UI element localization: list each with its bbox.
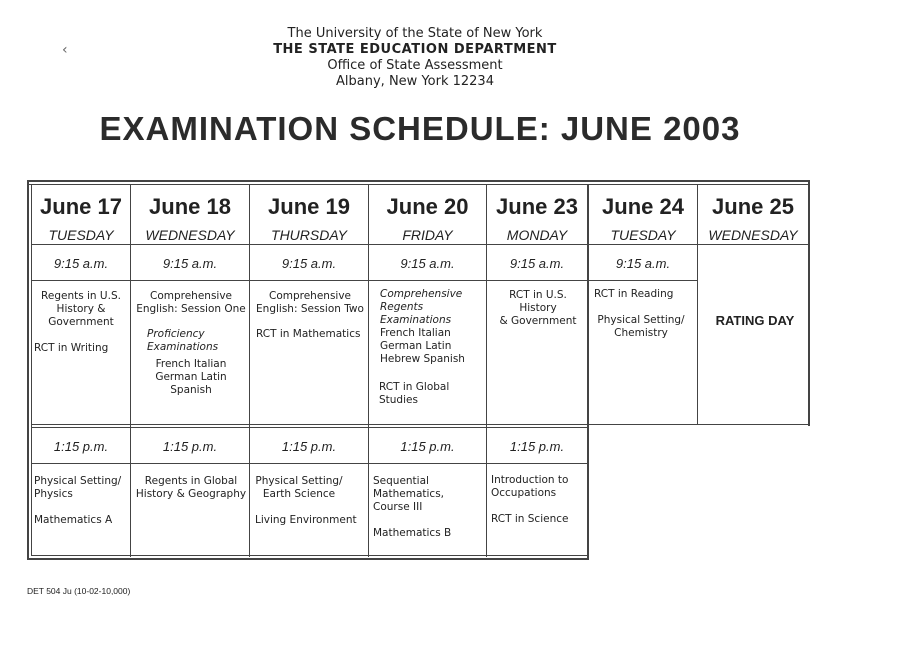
day-of-week: FRIDAY bbox=[402, 227, 453, 243]
exam-entry: Mathematics A bbox=[34, 514, 113, 526]
day-date: June 25 bbox=[712, 194, 794, 219]
language-list: French Italian German Latin Spanish bbox=[155, 358, 227, 396]
time-label: 9:15 a.m. bbox=[162, 256, 218, 271]
exam-entry: Comprehensive Regents Examinations bbox=[380, 288, 463, 326]
exam-entry: Living Environment bbox=[255, 514, 357, 526]
day-header-june-23 bbox=[487, 184, 587, 244]
time-label: 9:15 a.m. bbox=[509, 256, 565, 271]
time-label: 1:15 p.m. bbox=[509, 439, 565, 454]
day-date: June 18 bbox=[149, 194, 231, 219]
day-of-week: TUESDAY bbox=[610, 227, 676, 243]
day-date: June 24 bbox=[602, 194, 684, 219]
day-header-june-24 bbox=[589, 184, 697, 244]
language-list: French Italian German Latin Hebrew Spanish bbox=[380, 327, 465, 365]
exam-entry: Comprehensive English: Session One bbox=[136, 290, 246, 315]
exam-entry: RCT in Global Studies bbox=[379, 381, 450, 406]
exam-entry: Regents in Global History & Geography bbox=[135, 475, 247, 500]
page-title: EXAMINATION SCHEDULE: JUNE 2003 bbox=[99, 110, 741, 147]
exam-entry: RCT in Science bbox=[491, 513, 569, 525]
exam-entry: Physical Setting/ Physics bbox=[34, 475, 122, 500]
day-of-week: WEDNESDAY bbox=[708, 227, 798, 243]
day-of-week: THURSDAY bbox=[271, 227, 347, 243]
exam-entry: Regents in U.S. History & Government bbox=[41, 290, 121, 328]
time-label: 1:15 p.m. bbox=[162, 439, 218, 454]
exam-entry: Proficiency Examinations bbox=[147, 328, 219, 353]
stray-mark: ‹ bbox=[62, 42, 68, 58]
day-header-june-19 bbox=[250, 184, 368, 244]
exam-entry: RCT in U.S. History & Government bbox=[499, 289, 577, 327]
exam-entry: RCT in Reading bbox=[594, 288, 674, 300]
time-label: 9:15 a.m. bbox=[281, 256, 337, 271]
day-header-june-20 bbox=[369, 184, 486, 244]
day-header-june-18 bbox=[131, 184, 249, 244]
time-label: 1:15 p.m. bbox=[400, 439, 455, 454]
exam-entry: Sequential Mathematics, Course III bbox=[373, 475, 445, 513]
exam-entry: Physical Setting/ Earth Science bbox=[255, 475, 343, 500]
exam-entry: RCT in Writing bbox=[34, 342, 109, 354]
exam-entry: Comprehensive English: Session Two bbox=[256, 290, 364, 315]
day-header-june-17 bbox=[32, 184, 130, 244]
header-department: THE STATE EDUCATION DEPARTMENT bbox=[273, 42, 557, 57]
day-of-week: TUESDAY bbox=[48, 227, 114, 243]
header-university: The University of the State of New York bbox=[287, 26, 543, 41]
rating-day-label: RATING DAY bbox=[715, 313, 795, 328]
header-address: Albany, New York 12234 bbox=[336, 74, 494, 89]
day-date: June 19 bbox=[268, 194, 350, 219]
time-label: 9:15 a.m. bbox=[53, 256, 109, 271]
exam-entry: Mathematics B bbox=[373, 527, 452, 539]
time-label: 9:15 a.m. bbox=[400, 256, 455, 271]
day-date: June 20 bbox=[386, 194, 469, 219]
day-date: June 17 bbox=[40, 194, 122, 219]
time-label: 9:15 a.m. bbox=[615, 256, 671, 271]
document-code: DET 504 Ju (10-02-10,000) bbox=[27, 586, 131, 596]
exam-entry: RCT in Mathematics bbox=[256, 328, 361, 340]
day-date: June 23 bbox=[496, 194, 578, 219]
day-of-week: WEDNESDAY bbox=[145, 227, 235, 243]
exam-entry: Physical Setting/ Chemistry bbox=[597, 314, 685, 339]
header-office: Office of State Assessment bbox=[327, 58, 503, 73]
time-label: 1:15 p.m. bbox=[53, 439, 109, 454]
exam-entry: Introduction to Occupations bbox=[491, 474, 569, 499]
day-header-june-25 bbox=[698, 184, 808, 244]
time-label: 1:15 p.m. bbox=[281, 439, 337, 454]
day-of-week: MONDAY bbox=[506, 227, 568, 243]
